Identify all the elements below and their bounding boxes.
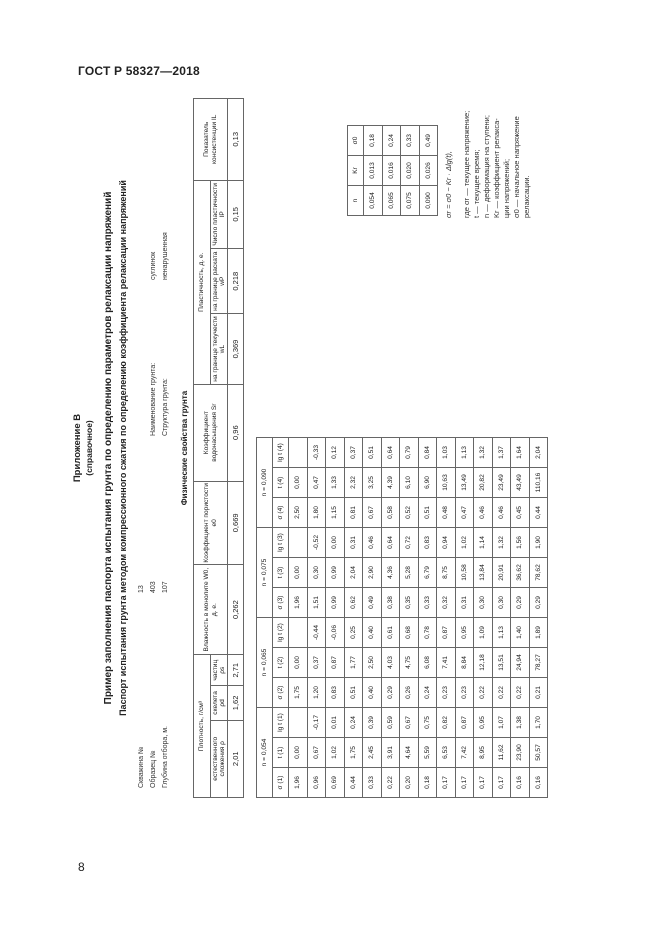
table-cell: 0,17 <box>492 768 511 798</box>
table-cell: 2,50 <box>363 648 382 678</box>
table-cell: 0,78 <box>418 618 437 648</box>
table-cell: 5,28 <box>400 558 419 588</box>
table-cell: -0,52 <box>307 528 326 558</box>
document-header: ГОСТ Р 58327—2018 <box>78 64 200 78</box>
table-row <box>364 126 383 216</box>
table-row <box>455 438 474 798</box>
table-cell: 0,17 <box>474 768 493 798</box>
table-row <box>401 126 420 216</box>
props-value: 0,96 <box>228 384 244 481</box>
table-cell: 0,35 <box>400 588 419 618</box>
table-cell: 0,16 <box>529 768 548 798</box>
table-cell: 0,065 <box>382 186 401 216</box>
table-cell: 0,00 <box>289 558 308 588</box>
table-cell: 110,16 <box>529 468 548 498</box>
table-cell: -0,44 <box>307 618 326 648</box>
table-cell: 20,82 <box>474 468 493 498</box>
table-cell: 0,46 <box>492 498 511 528</box>
table-cell: 1,33 <box>326 468 345 498</box>
table-row <box>382 126 401 216</box>
table-cell: 0,95 <box>455 618 474 648</box>
table-cell: 2,45 <box>363 738 382 768</box>
table-cell: 0,67 <box>400 708 419 738</box>
table-cell: 0,47 <box>307 468 326 498</box>
coefficient-column-header: σ0 <box>348 126 364 156</box>
table-cell: 0,48 <box>437 498 456 528</box>
table-cell: 0,67 <box>363 498 382 528</box>
document-subtitle: Паспорт испытания грунта методом компрессионного сжатия по определению коэффициента релаксации напряжений <box>118 180 128 716</box>
table-cell: 1,77 <box>344 648 363 678</box>
table-cell: 0,020 <box>401 156 420 186</box>
table-cell: 4,39 <box>381 468 400 498</box>
table-cell: 0,68 <box>400 618 419 648</box>
info-labels-mid: Наименование грунта: Структура грунта: <box>150 362 169 436</box>
table-cell: 8,84 <box>455 648 474 678</box>
rho-header: естественного сложения ρ <box>211 720 228 797</box>
table-cell: -0,33 <box>307 438 326 468</box>
table-cell: 0,25 <box>344 618 363 648</box>
coefficient-columns-row <box>348 126 364 216</box>
table-cell: 6,08 <box>418 648 437 678</box>
table-cell: 0,58 <box>381 498 400 528</box>
table-cell: 0,79 <box>400 438 419 468</box>
relaxation-column-header: t (1) <box>273 738 289 768</box>
table-cell: 0,18 <box>364 126 383 156</box>
relaxation-groups-row <box>257 438 273 798</box>
table-cell: 0,40 <box>363 618 382 648</box>
table-cell: 1,09 <box>474 618 493 648</box>
table-cell: 0,00 <box>289 738 308 768</box>
table-cell: 1,75 <box>289 678 308 708</box>
table-cell: 0,23 <box>437 678 456 708</box>
table-cell: 0,44 <box>344 768 363 798</box>
relaxation-column-header: t (3) <box>273 558 289 588</box>
relaxation-column-header: lg t (1) <box>273 708 289 738</box>
table-cell: 1,32 <box>492 528 511 558</box>
table-cell: 2,04 <box>344 558 363 588</box>
table-cell: 0,52 <box>400 498 419 528</box>
table-cell: 0,38 <box>381 588 400 618</box>
table-cell: 6,90 <box>418 468 437 498</box>
table-cell: 36,62 <box>511 558 530 588</box>
table-cell: 1,07 <box>492 708 511 738</box>
table-cell: 10,63 <box>437 468 456 498</box>
table-cell: 0,01 <box>326 708 345 738</box>
table-cell: 2,90 <box>363 558 382 588</box>
table-cell: 0,31 <box>455 588 474 618</box>
table-cell <box>289 708 308 738</box>
rotated-content <box>72 88 542 808</box>
table-cell: 13,51 <box>492 648 511 678</box>
relaxation-column-header: σ (3) <box>273 588 289 618</box>
table-cell: 0,016 <box>382 156 401 186</box>
table-cell: 3,91 <box>381 738 400 768</box>
table-row <box>418 438 437 798</box>
table-cell: 0,30 <box>307 558 326 588</box>
table-cell: 1,15 <box>326 498 345 528</box>
page-number: 8 <box>78 860 85 874</box>
rhos-header: частиц ρs <box>211 655 228 686</box>
table-cell: 1,13 <box>455 438 474 468</box>
table-cell: 3,25 <box>363 468 382 498</box>
document-title: Пример заполнения паспорта испытания грунта по определению параметров релаксации напряжений <box>103 191 114 705</box>
table-cell: 0,83 <box>418 528 437 558</box>
formula-legend-line: релаксации. <box>522 175 531 218</box>
formula-block <box>444 98 532 218</box>
table-cell: 1,02 <box>326 738 345 768</box>
table-cell: 0,22 <box>381 768 400 798</box>
table-cell: 0,81 <box>344 498 363 528</box>
table-cell: 8,95 <box>474 738 493 768</box>
table-cell: 0,29 <box>381 678 400 708</box>
relaxation-columns-row <box>273 438 289 798</box>
formula-legend-line: t — текущее время; <box>472 149 481 218</box>
table-cell: 0,17 <box>437 768 456 798</box>
table-cell: 0,29 <box>529 588 548 618</box>
table-cell: 1,90 <box>529 528 548 558</box>
table-cell: 0,00 <box>326 528 345 558</box>
table-cell: 0,44 <box>529 498 548 528</box>
table-cell: 0,16 <box>511 768 530 798</box>
table-row <box>363 438 382 798</box>
table-cell: 0,51 <box>418 498 437 528</box>
table-cell: 0,83 <box>326 678 345 708</box>
table-cell: 7,42 <box>455 738 474 768</box>
table-cell: 0,51 <box>344 678 363 708</box>
table-cell: 0,87 <box>455 708 474 738</box>
formula-legend-line: ции напряжений; <box>502 158 511 218</box>
table-cell: 1,02 <box>455 528 474 558</box>
props-value: 0,262 <box>228 565 244 655</box>
table-cell: 0,22 <box>474 678 493 708</box>
coefficient-column-header: Kr <box>348 156 364 186</box>
table-cell: 0,45 <box>511 498 530 528</box>
table-cell: 20,91 <box>492 558 511 588</box>
appendix-subtitle: (справочное) <box>84 420 94 476</box>
table-cell: 0,87 <box>437 618 456 648</box>
table-cell: 1,20 <box>307 678 326 708</box>
table-cell: 1,96 <box>289 768 308 798</box>
table-row <box>307 438 326 798</box>
table-cell: 1,40 <box>511 618 530 648</box>
table-cell: 1,75 <box>344 738 363 768</box>
formula-legend-line: n — деформация на ступени; <box>482 115 491 218</box>
relaxation-column-header: lg t (3) <box>273 528 289 558</box>
table-cell: 6,53 <box>437 738 456 768</box>
table-cell: 1,96 <box>289 588 308 618</box>
table-cell: 1,64 <box>511 438 530 468</box>
table-cell: 5,59 <box>418 738 437 768</box>
formula-legend-line: σ0 — начальное напряжение <box>512 116 521 218</box>
table-cell: 0,94 <box>437 528 456 558</box>
formula-legend-line: Kr — коэффициент релакса- <box>492 118 501 218</box>
table-cell: 1,56 <box>511 528 530 558</box>
coefficient-column-header: n <box>348 186 364 216</box>
table-cell: 4,03 <box>381 648 400 678</box>
info-values-left: 13 403 107 <box>138 581 169 593</box>
table-cell: 78,62 <box>529 558 548 588</box>
table-cell: 0,33 <box>401 126 420 156</box>
table-cell: -0,17 <box>307 708 326 738</box>
table-cell: -0,06 <box>326 618 345 648</box>
table-cell: 13,84 <box>474 558 493 588</box>
table-cell: 0,49 <box>419 126 438 156</box>
density-header: Плотность, г/см³ <box>194 655 211 798</box>
table-row <box>437 438 456 798</box>
table-cell: 0,22 <box>511 678 530 708</box>
table-cell: 0,40 <box>363 678 382 708</box>
table-cell: 0,96 <box>307 768 326 798</box>
table-cell: 12,18 <box>474 648 493 678</box>
relaxation-column-header: t (2) <box>273 648 289 678</box>
table-cell: 23,49 <box>492 468 511 498</box>
table-cell: 0,67 <box>307 738 326 768</box>
table-row <box>419 126 438 216</box>
table-cell: 1,89 <box>529 618 548 648</box>
relaxation-column-header: σ (4) <box>273 498 289 528</box>
table-cell: 0,24 <box>418 678 437 708</box>
table-cell: 0,95 <box>474 708 493 738</box>
table-cell: 6,79 <box>418 558 437 588</box>
table-cell: 0,87 <box>326 648 345 678</box>
table-cell: 0,33 <box>363 768 382 798</box>
table-cell: 0,23 <box>455 678 474 708</box>
table-cell: 2,04 <box>529 438 548 468</box>
moisture-header: Влажность в монолите W0, д. е. <box>194 565 228 655</box>
info-labels-left: Скважина № Образец № Глубина отбора, м. <box>138 726 169 788</box>
table-cell: 7,41 <box>437 648 456 678</box>
table-cell: 23,90 <box>511 738 530 768</box>
table-cell <box>289 438 308 468</box>
table-cell: 8,75 <box>437 558 456 588</box>
table-cell: 1,32 <box>474 438 493 468</box>
relaxation-column-header: σ (2) <box>273 678 289 708</box>
table-cell: 0,39 <box>363 708 382 738</box>
wp-header: на границе раската wP <box>211 249 228 314</box>
sample-info <box>134 88 178 808</box>
table-row <box>474 438 493 798</box>
table-cell: 0,026 <box>419 156 438 186</box>
table-row <box>344 438 363 798</box>
table-cell: 4,36 <box>381 558 400 588</box>
props-value: 1,62 <box>228 686 244 720</box>
plasticity-header: Пластичность, д. е. <box>194 180 211 384</box>
formula-main: σr = σ0 − Kr · Δlg(t), <box>444 150 453 218</box>
table-cell: 0,37 <box>344 438 363 468</box>
table-cell: 0,090 <box>419 186 438 216</box>
table-cell: 11,62 <box>492 738 511 768</box>
table-cell: 0,00 <box>289 468 308 498</box>
table-cell: 0,24 <box>344 708 363 738</box>
relaxation-group-header: n = 0,090 <box>257 438 273 528</box>
table-cell: 1,70 <box>529 708 548 738</box>
relaxation-column-header: lg t (4) <box>273 438 289 468</box>
table-cell <box>289 528 308 558</box>
relaxation-table <box>256 437 548 798</box>
table-cell: 0,29 <box>511 588 530 618</box>
table-cell: 0,82 <box>437 708 456 738</box>
ip-header: Число пластичности IP <box>211 180 228 249</box>
table-cell: 0,20 <box>400 768 419 798</box>
table-cell: 0,24 <box>382 126 401 156</box>
props-value: 0,218 <box>228 249 244 314</box>
table-cell: 0,99 <box>326 558 345 588</box>
table-cell: 0,72 <box>400 528 419 558</box>
table-cell: 2,50 <box>289 498 308 528</box>
table-cell: 0,46 <box>474 498 493 528</box>
props-title: Физические свойства грунта <box>180 390 189 506</box>
relaxation-group-header: n = 0,065 <box>257 618 273 708</box>
table-cell: 0,30 <box>474 588 493 618</box>
table-cell: 0,18 <box>418 768 437 798</box>
wl-header: на границе текучести wL <box>211 314 228 385</box>
table-cell: 4,64 <box>400 738 419 768</box>
saturation-header: Коэффициент водонасыщения Sr <box>194 384 228 481</box>
table-cell: 0,75 <box>418 708 437 738</box>
formula-legend-line: где σr — текущее напряжение; <box>462 110 471 218</box>
props-value: 0,15 <box>228 180 244 249</box>
table-cell: 1,14 <box>474 528 493 558</box>
table-cell: 6,10 <box>400 468 419 498</box>
props-value: 0,669 <box>228 481 244 565</box>
table-cell: 0,013 <box>364 156 383 186</box>
appendix-title: Приложение В <box>72 413 83 483</box>
props-value: 0,13 <box>228 99 244 181</box>
consistency-header: Показатель консистенции IL <box>194 99 228 181</box>
table-row <box>511 438 530 798</box>
rhod-header: скелета ρd <box>211 686 228 720</box>
table-cell: 0,075 <box>401 186 420 216</box>
table-cell: 43,49 <box>511 468 530 498</box>
props-value: 0,369 <box>228 314 244 385</box>
table-cell: 0,64 <box>381 528 400 558</box>
table-row <box>289 438 308 798</box>
table-cell: 0,32 <box>437 588 456 618</box>
table-cell: 0,47 <box>455 498 474 528</box>
table-cell: 0,69 <box>326 768 345 798</box>
table-cell: 4,75 <box>400 648 419 678</box>
table-cell: 1,51 <box>307 588 326 618</box>
table-cell: 0,84 <box>418 438 437 468</box>
table-cell: 0,37 <box>307 648 326 678</box>
table-cell: 0,99 <box>326 588 345 618</box>
table-row <box>529 438 548 798</box>
table-cell: 0,61 <box>381 618 400 648</box>
table-cell: 1,03 <box>437 438 456 468</box>
table-cell: 0,51 <box>363 438 382 468</box>
info-values-right: суглинок ненарушенная <box>150 232 169 280</box>
table-cell: 1,37 <box>492 438 511 468</box>
table-row <box>381 438 400 798</box>
table-cell: 78,27 <box>529 648 548 678</box>
table-cell: 0,26 <box>400 678 419 708</box>
formula-legend <box>462 98 532 218</box>
table-cell: 0,49 <box>363 588 382 618</box>
table-row <box>492 438 511 798</box>
table-cell: 0,12 <box>326 438 345 468</box>
table-cell <box>289 618 308 648</box>
table-cell: 0,17 <box>455 768 474 798</box>
props-value: 2,71 <box>228 655 244 686</box>
physical-properties-table <box>193 98 244 798</box>
table-cell: 0,46 <box>363 528 382 558</box>
table-cell: 0,59 <box>381 708 400 738</box>
table-cell: 0,21 <box>529 678 548 708</box>
relaxation-column-header: t (4) <box>273 468 289 498</box>
relaxation-group-header: n = 0,075 <box>257 528 273 618</box>
table-cell: 0,00 <box>289 648 308 678</box>
table-row <box>326 438 345 798</box>
table-cell: 0,31 <box>344 528 363 558</box>
table-row <box>400 438 419 798</box>
table-cell: 1,38 <box>511 708 530 738</box>
relaxation-column-header: σ (1) <box>273 768 289 798</box>
coefficient-table <box>347 125 438 216</box>
props-values-row <box>228 99 244 798</box>
table-cell: 1,80 <box>307 498 326 528</box>
table-cell: 0,64 <box>381 438 400 468</box>
table-cell: 1,13 <box>492 618 511 648</box>
relaxation-column-header: lg t (2) <box>273 618 289 648</box>
table-cell: 0,33 <box>418 588 437 618</box>
table-cell: 0,30 <box>492 588 511 618</box>
table-cell: 2,32 <box>344 468 363 498</box>
table-cell: 0,22 <box>492 678 511 708</box>
relaxation-group-header: n = 0,054 <box>257 708 273 798</box>
table-cell: 0,62 <box>344 588 363 618</box>
porosity-header: Коэффициент пористости e0 <box>194 481 228 565</box>
props-value: 2,01 <box>228 720 244 797</box>
table-cell: 24,94 <box>511 648 530 678</box>
table-cell: 13,49 <box>455 468 474 498</box>
table-cell: 50,57 <box>529 738 548 768</box>
table-cell: 10,58 <box>455 558 474 588</box>
table-cell: 0,054 <box>364 186 383 216</box>
